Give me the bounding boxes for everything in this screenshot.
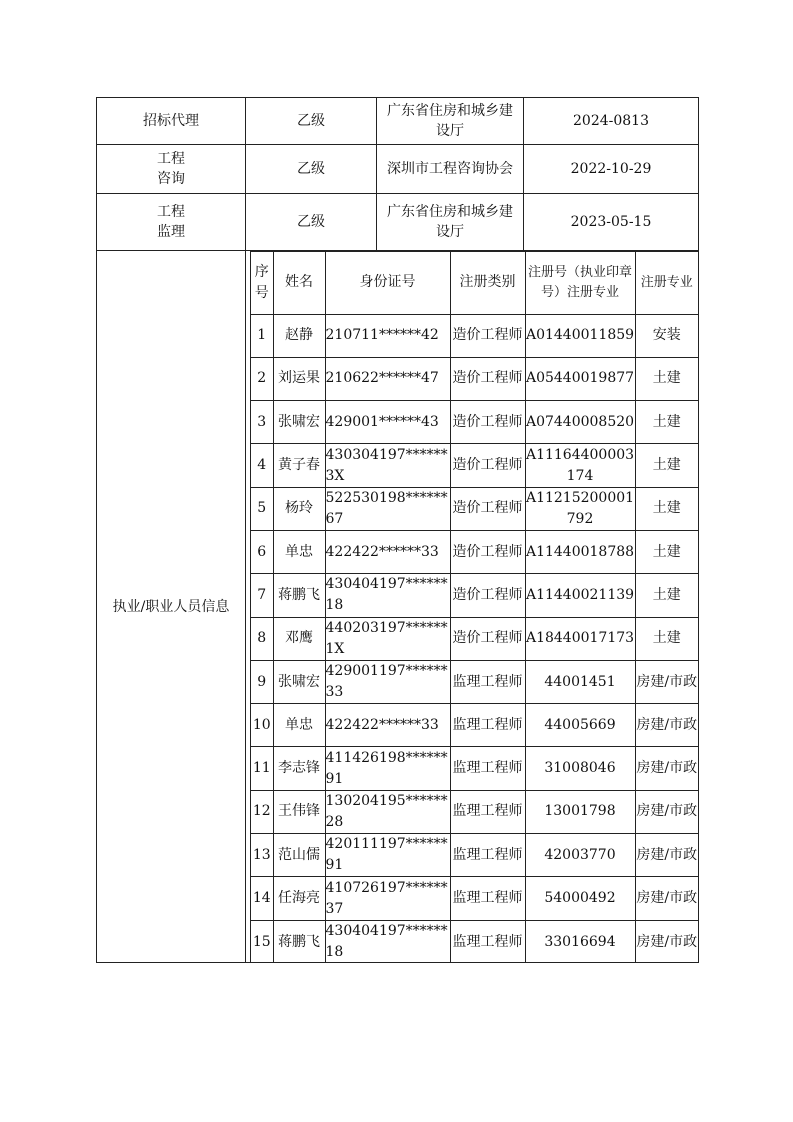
- cell-no: 1: [251, 314, 273, 357]
- cell-name: 邓鹰: [273, 617, 325, 660]
- cell-no: 11: [251, 747, 273, 790]
- cell-reg-no: A07440008520: [525, 401, 635, 444]
- cell-name: 单忠: [273, 704, 325, 747]
- cell-no: 9: [251, 660, 273, 703]
- cell-reg-no: A18440017173: [525, 617, 635, 660]
- header-id: 身份证号: [325, 252, 450, 314]
- cell-name: 蒋鹏飞: [273, 920, 325, 963]
- table-row: [251, 357, 698, 400]
- cell-id: 522530198******67: [325, 487, 450, 530]
- cell-id: 429001******43: [325, 401, 450, 444]
- cell-name: 赵静: [273, 314, 325, 357]
- cell-no: 8: [251, 617, 273, 660]
- cell-category: 造价工程师: [450, 530, 525, 573]
- qual-type: 工程监理: [157, 204, 185, 240]
- cell-reg-no: 31008046: [525, 747, 635, 790]
- cell-id: 422422******33: [325, 704, 450, 747]
- cell-major: 土建: [635, 401, 698, 444]
- cell-reg-no: 13001798: [525, 790, 635, 833]
- cell-no: 13: [251, 834, 273, 877]
- cell-category: 监理工程师: [450, 920, 525, 963]
- qual-issuer: 广东省住房和城乡建设厅: [387, 103, 513, 139]
- qual-date: 2023-05-15: [570, 214, 652, 230]
- cell-name: 任海亮: [273, 877, 325, 920]
- cell-category: 监理工程师: [450, 877, 525, 920]
- cell-name: 范山儒: [273, 834, 325, 877]
- cell-reg-no: 54000492: [525, 877, 635, 920]
- table-row: [251, 704, 698, 747]
- cell-reg-no: A05440019877: [525, 357, 635, 400]
- cell-id: 430404197******18: [325, 574, 450, 617]
- qual-level: 乙级: [297, 214, 325, 230]
- cell-major: 房建/市政: [635, 834, 698, 877]
- cell-major: 房建/市政: [635, 704, 698, 747]
- table-row: [251, 574, 698, 617]
- cell-id: 429001197******33: [325, 660, 450, 703]
- table-row: [251, 877, 698, 920]
- cell-major: 土建: [635, 444, 698, 487]
- cell-major: 土建: [635, 487, 698, 530]
- cell-no: 10: [251, 704, 273, 747]
- cell-major: 房建/市政: [635, 790, 698, 833]
- header-no: 序号: [251, 252, 273, 314]
- cell-reg-no: A11215200001792: [525, 487, 635, 530]
- cell-no: 4: [251, 444, 273, 487]
- cell-major: 房建/市政: [635, 920, 698, 963]
- table-row: [251, 530, 698, 573]
- cell-id: 410726197******37: [325, 877, 450, 920]
- cell-no: 5: [251, 487, 273, 530]
- cell-id: 130204195******28: [325, 790, 450, 833]
- cell-name: 张啸宏: [273, 660, 325, 703]
- cell-no: 7: [251, 574, 273, 617]
- table-row: [251, 487, 698, 530]
- cell-category: 造价工程师: [450, 357, 525, 400]
- cell-name: 刘运果: [273, 357, 325, 400]
- cell-no: 14: [251, 877, 273, 920]
- header-major: 注册专业: [635, 252, 698, 314]
- table-row: [251, 660, 698, 703]
- table-row: [251, 314, 698, 357]
- cell-major: 房建/市政: [635, 877, 698, 920]
- header-reg-no: 注册号（执业印章号）注册专业: [525, 252, 635, 314]
- cell-name: 蒋鹏飞: [273, 574, 325, 617]
- cell-category: 造价工程师: [450, 617, 525, 660]
- personnel-section-label: 执业/职业人员信息: [112, 598, 230, 615]
- cell-id: 411426198******91: [325, 747, 450, 790]
- cell-id: 210622******47: [325, 357, 450, 400]
- header-row: [251, 252, 698, 314]
- cell-major: 安装: [635, 314, 698, 357]
- cell-id: 440203197******1X: [325, 617, 450, 660]
- cell-reg-no: A01440011859: [525, 314, 635, 357]
- header-name: 姓名: [273, 252, 325, 314]
- cell-reg-no: 42003770: [525, 834, 635, 877]
- cell-no: 12: [251, 790, 273, 833]
- cell-no: 6: [251, 530, 273, 573]
- cell-reg-no: 44005669: [525, 704, 635, 747]
- cell-no: 2: [251, 357, 273, 400]
- cell-no: 15: [251, 920, 273, 963]
- cell-category: 监理工程师: [450, 790, 525, 833]
- qual-issuer: 深圳市工程咨询协会: [387, 161, 513, 177]
- cell-id: 430404197******18: [325, 920, 450, 963]
- table-row: [251, 617, 698, 660]
- cell-major: 土建: [635, 617, 698, 660]
- cell-id: 210711******42: [325, 314, 450, 357]
- table-row: [251, 444, 698, 487]
- qual-date: 2024-0813: [573, 113, 649, 129]
- qual-type: 招标代理: [143, 113, 199, 129]
- cell-reg-no: A11440021139: [525, 574, 635, 617]
- cell-reg-no: 33016694: [525, 920, 635, 963]
- cell-category: 监理工程师: [450, 704, 525, 747]
- table-row: [251, 747, 698, 790]
- cell-category: 造价工程师: [450, 314, 525, 357]
- personnel-table: [250, 251, 699, 963]
- table-row: [251, 790, 698, 833]
- cell-name: 王伟锋: [273, 790, 325, 833]
- cell-id: 422422******33: [325, 530, 450, 573]
- table-row: [251, 401, 698, 444]
- cell-category: 造价工程师: [450, 401, 525, 444]
- cell-no: 3: [251, 401, 273, 444]
- cell-major: 土建: [635, 357, 698, 400]
- cell-name: 张啸宏: [273, 401, 325, 444]
- cell-category: 造价工程师: [450, 487, 525, 530]
- cell-category: 监理工程师: [450, 834, 525, 877]
- cell-category: 造价工程师: [450, 574, 525, 617]
- qual-type: 工程咨询: [157, 151, 185, 187]
- cell-name: 杨玲: [273, 487, 325, 530]
- header-category: 注册类别: [450, 252, 525, 314]
- cell-name: 单忠: [273, 530, 325, 573]
- cell-category: 监理工程师: [450, 660, 525, 703]
- cell-major: 土建: [635, 574, 698, 617]
- cell-id: 420111197******91: [325, 834, 450, 877]
- qual-level: 乙级: [297, 113, 325, 129]
- cell-major: 房建/市政: [635, 747, 698, 790]
- qual-level: 乙级: [297, 161, 325, 177]
- cell-category: 造价工程师: [450, 444, 525, 487]
- cell-id: 430304197******3X: [325, 444, 450, 487]
- cell-reg-no: A11164400003174: [525, 444, 635, 487]
- qual-date: 2022-10-29: [570, 161, 652, 177]
- cell-category: 监理工程师: [450, 747, 525, 790]
- cell-name: 黄子春: [273, 444, 325, 487]
- table-row: [251, 920, 698, 963]
- cell-reg-no: A11440018788: [525, 530, 635, 573]
- qual-issuer: 广东省住房和城乡建设厅: [387, 204, 513, 240]
- table-row: [251, 834, 698, 877]
- cell-major: 房建/市政: [635, 660, 698, 703]
- cell-reg-no: 44001451: [525, 660, 635, 703]
- cell-name: 李志锋: [273, 747, 325, 790]
- cell-major: 土建: [635, 530, 698, 573]
